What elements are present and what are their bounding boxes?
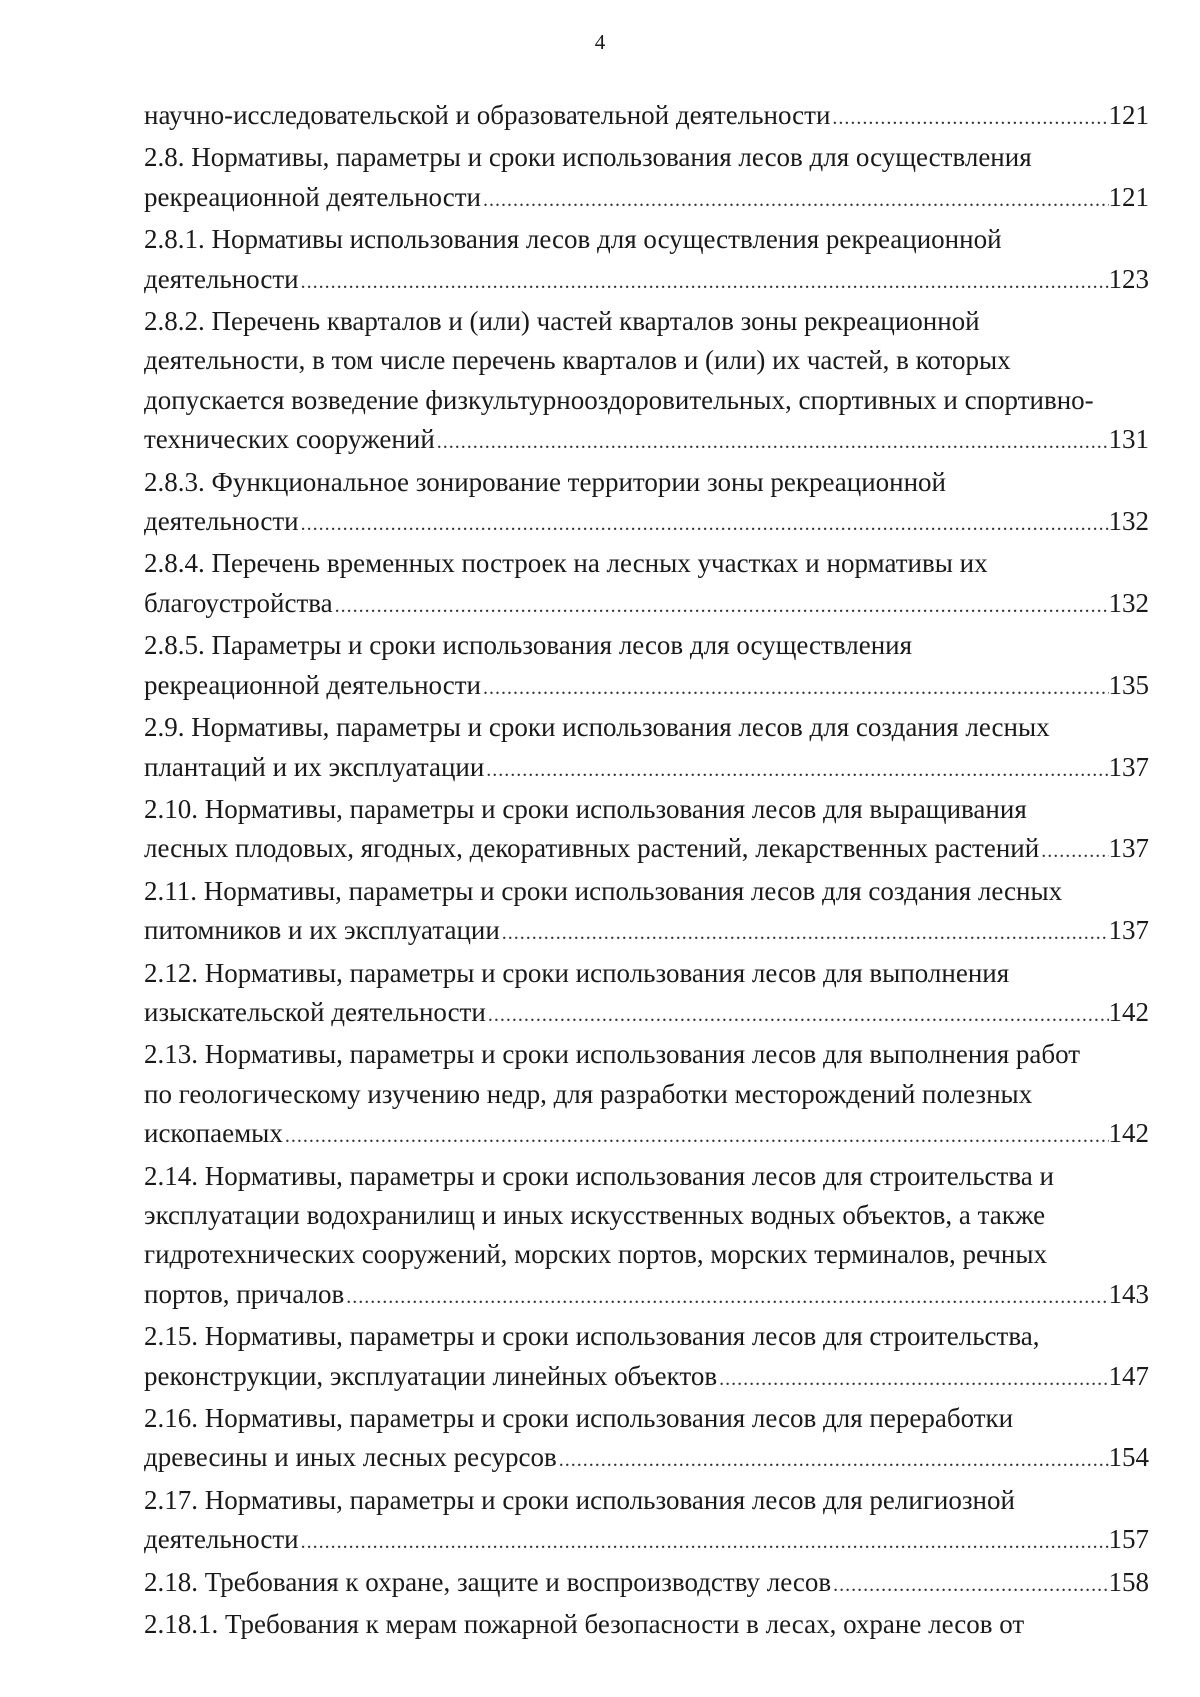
toc-entry-last-line [144, 911, 1149, 953]
table-of-contents [144, 96, 1149, 1644]
toc-page-number: 137 [1108, 915, 1149, 946]
toc-entry-text: научно-исследовательской и образовательной деятельности [144, 100, 831, 130]
toc-entry-last-line [144, 1357, 1149, 1399]
toc-entry-last-line [144, 1114, 1149, 1156]
toc-entry-text: деятельности [144, 1524, 299, 1555]
toc-entry[interactable] [144, 1563, 1149, 1605]
toc-page-number: 132 [1108, 506, 1149, 537]
toc-entry-text: 2.18. Требования к охране, защите и воспроизводству лесов [144, 1566, 832, 1597]
toc-entry-text: 2.13. Нормативы, параметры и сроки использования лесов для выполнения работ [144, 1039, 1081, 1070]
toc-entry-text: 2.8.1. Нормативы использования лесов для осуществления рекреационной [144, 224, 1002, 255]
toc-entry-last-line [144, 993, 1149, 1035]
toc-page-number: 143 [1108, 1278, 1149, 1309]
toc-page-number: 154 [1108, 1442, 1149, 1473]
toc-entry[interactable] [144, 1317, 1149, 1399]
page-number: 4 [594, 30, 606, 54]
toc-entry-text: по геологическому изучению недр, для разработки месторождений полезных [144, 1078, 1033, 1109]
toc-dot-leader [1039, 832, 1108, 871]
toc-entry[interactable] [144, 1399, 1149, 1481]
toc-entry-last-line [144, 1275, 1149, 1317]
toc-entry-text: изыскательской деятельности [144, 996, 486, 1027]
toc-page-number: 147 [1108, 1360, 1149, 1391]
toc-entry-text: 2.16. Нормативы, параметры и сроки использования лесов для переработки [144, 1403, 1014, 1433]
toc-page-number: 137 [1108, 833, 1149, 864]
toc-entry-text: гидротехнических сооружений, морских портов, морских терминалов, речных [144, 1239, 1048, 1270]
toc-dot-leader [299, 263, 1109, 302]
toc-entry[interactable] [144, 1481, 1149, 1563]
toc-dot-leader [500, 914, 1109, 953]
toc-entry[interactable] [144, 302, 1149, 463]
toc-dot-leader [486, 996, 1109, 1035]
toc-entry-text: 2.14. Нормативы, параметры и сроки использования лесов для строительства и [144, 1160, 1054, 1191]
toc-entry[interactable] [144, 463, 1149, 545]
toc-page-number: 121 [1108, 181, 1149, 212]
toc-dot-leader [830, 99, 1108, 138]
toc-entry[interactable] [144, 544, 1149, 626]
toc-page-number: 135 [1108, 669, 1149, 700]
toc-page-number: 132 [1108, 587, 1149, 618]
toc-entry-text: 2.8.3. Функциональное зонирование территории зоны рекреационной [144, 466, 946, 497]
toc-entry-text: 2.18.1. Требования к мерам пожарной безопасности в лесах, охране лесов от [144, 1609, 1025, 1640]
toc-entry-last-line [144, 829, 1149, 871]
toc-entry-text: рекреационной деятельности [144, 181, 481, 212]
toc-entry[interactable] [144, 872, 1149, 954]
toc-entry-last-line [144, 178, 1149, 220]
toc-entry-text: ископаемых [144, 1118, 283, 1149]
toc-dot-leader [299, 505, 1109, 544]
toc-entry-text: лесных плодовых, ягодных, декоративных растений, лекарственных растений [144, 833, 1040, 864]
toc-entry[interactable] [144, 626, 1149, 708]
toc-entry-text: древесины и иных лесных ресурсов [144, 1442, 557, 1473]
toc-page-number: 123 [1108, 263, 1149, 294]
toc-entry[interactable] [144, 220, 1149, 302]
toc-entry-last-line [144, 96, 1149, 138]
toc-entry-text: допускается возведение физкультурнооздоровительных, спортивных и спортивно- [144, 384, 1094, 415]
toc-entry-last-line [144, 260, 1149, 302]
toc-entry-text: 2.9. Нормативы, параметры и сроки использования лесов для создания лесных [144, 712, 1050, 743]
toc-entry-text: деятельности, в том числе перечень кварталов и (или) их частей, в которых [144, 345, 1011, 376]
toc-page-number: 137 [1108, 751, 1149, 782]
toc-dot-leader [333, 587, 1109, 626]
toc-entry-text: рекреационной деятельности [144, 669, 481, 700]
toc-dot-leader [717, 1360, 1108, 1399]
toc-entry-text: 2.8.5. Параметры и сроки использования лесов для осуществления [144, 630, 913, 661]
toc-entry[interactable] [144, 96, 1149, 138]
toc-dot-leader [481, 181, 1109, 220]
toc-entry-text: питомников и их эксплуатации [144, 915, 500, 946]
toc-entry-text: 2.12. Нормативы, параметры и сроки использования лесов для выполнения [144, 957, 1010, 988]
toc-entry[interactable] [144, 1157, 1149, 1318]
toc-page-number: 158 [1108, 1566, 1149, 1597]
toc-entry[interactable] [144, 138, 1149, 220]
toc-entry-last-line [144, 1438, 1149, 1480]
toc-entry-last-line [144, 748, 1149, 790]
toc-entry[interactable] [144, 1605, 1149, 1644]
toc-entry-text: плантаций и их эксплуатации [144, 751, 485, 782]
toc-entry-text: деятельности [144, 263, 299, 294]
toc-entry-text: 2.17. Нормативы, параметры и сроки использования лесов для религиозной [144, 1484, 1015, 1515]
toc-dot-leader [435, 423, 1109, 462]
toc-page-number: 157 [1108, 1524, 1149, 1555]
toc-entry-text: 2.15. Нормативы, параметры и сроки использования лесов для строительства, [144, 1321, 1040, 1352]
toc-entry[interactable] [144, 708, 1149, 790]
toc-entry-text: портов, причалов [144, 1278, 345, 1309]
toc-page-number: 142 [1108, 996, 1149, 1027]
toc-dot-leader [481, 669, 1109, 708]
toc-entry[interactable] [144, 790, 1149, 872]
toc-dot-leader [484, 751, 1108, 790]
toc-entry-text: реконструкции, эксплуатации линейных объектов [144, 1360, 718, 1391]
toc-entry-text: 2.8.2. Перечень кварталов и (или) частей кварталов зоны рекреационной [144, 306, 980, 337]
toc-entry-last-line [144, 502, 1149, 544]
toc-entry-text: 2.11. Нормативы, параметры и сроки использования лесов для создания лесных [144, 875, 1063, 906]
toc-entry-last-line [144, 1520, 1149, 1562]
toc-entry-last-line [144, 420, 1149, 462]
toc-page-number: 121 [1108, 100, 1149, 130]
toc-dot-leader [831, 1566, 1108, 1605]
toc-dot-leader [557, 1441, 1109, 1480]
toc-entry-last-line [144, 584, 1149, 626]
toc-entry-text: эксплуатации водохранилищ и иных искусственных водных объектов, а также [144, 1199, 1046, 1230]
toc-entry-text: благоустройства [144, 587, 333, 618]
toc-entry-text: технических сооружений [144, 424, 435, 455]
toc-entry-text: 2.10. Нормативы, параметры и сроки использования лесов для выращивания [144, 793, 1027, 824]
toc-entry[interactable] [144, 954, 1149, 1036]
toc-entry-last-line [144, 1563, 1149, 1605]
toc-page-number: 142 [1108, 1118, 1149, 1149]
toc-entry-text: 2.8. Нормативы, параметры и сроки использования лесов для осуществления [144, 142, 1032, 173]
toc-dot-leader [299, 1523, 1109, 1562]
toc-entry[interactable] [144, 1035, 1149, 1156]
toc-dot-leader [283, 1117, 1109, 1156]
toc-entry-last-line [144, 666, 1149, 708]
toc-entry-text: деятельности [144, 506, 299, 537]
toc-dot-leader [344, 1278, 1108, 1317]
toc-page-number: 131 [1108, 424, 1149, 455]
toc-entry-text: 2.8.4. Перечень временных построек на лесных участках и нормативы их [144, 548, 988, 579]
